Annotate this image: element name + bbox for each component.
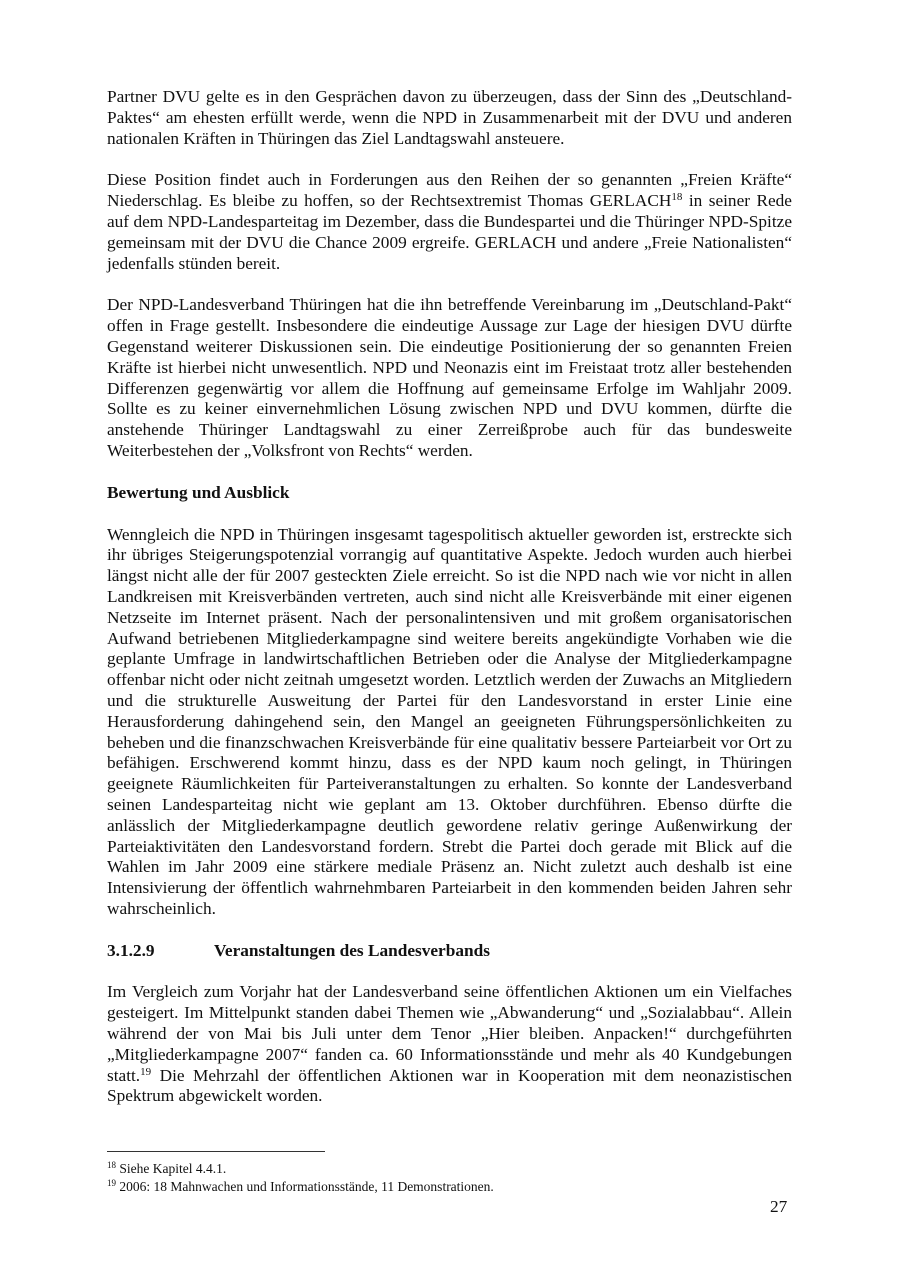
paragraph-freie-kraefte-part1: Diese Position findet auch in Forderungen aus den Reihen der so genannten „Freien Kräfte“ Niederschlag. Es bleibe zu hoffen, so der Rechtsextremist Thomas GERLACH (107, 170, 792, 211)
footnote-separator (107, 1151, 325, 1152)
footnote-ref-19[interactable]: 19 (140, 1065, 152, 1078)
heading-bewertung: Bewertung und Ausblick (107, 482, 290, 502)
paragraph-landesverband: Der NPD-Landesverband Thüringen hat die ihn betreffende Vereinbarung im „Deutschland-Pakt“ offen in Frage gestellt. Insbesondere die eindeutige Aussage zur Lage der hiesigen DVU dürfte Gegenstand weiterer Diskussionen sein. Die eindeutige Positionierung der so genannten Freien Kräfte ist hierbei nicht unwesentlich. NPD und Neonazis eint im Freistaat trotz aller bestehenden Differenzen gegenwärtig vor allem die Hoffnung auf gemeinsame Erfolge im Wahljahr 2009. Sollte es zu keiner einvernehmlichen Lösung zwischen NPD und DVU kommen, dürfte die anstehende Thüringer Landtagswahl zu einer Zerreißprobe auch für das bundesweite Weiterbestehen der „Volksfront von Rechts“ werden. (107, 295, 792, 460)
footnote-ref-18[interactable]: 18 (671, 191, 683, 204)
paragraph-freie-kraefte-part2: in seiner Rede auf dem NPD-Landesparteitag im Dezember, dass die Bundespartei und die Thüringer NPD-Spitze gemeinsam mit der DVU die Chance 2009 ergreife. GERLACH und andere „Freie Nationalisten“ jedenfalls stünden bereit. (107, 191, 792, 273)
section-heading (107, 941, 792, 962)
paragraph-deutschland-pakt: Partner DVU gelte es in den Gesprächen davon zu überzeugen, dass der Sinn des „Deutschland-Paktes“ am ehesten erfüllt werde, wenn die NPD in Zusammenarbeit mit der DVU und anderen nationalen Kräften in Thüringen das Ziel Landtagswahl ansteuere. (107, 87, 792, 148)
paragraph-bewertung: Wenngleich die NPD in Thüringen insgesamt tagespolitisch aktueller geworden ist, erstreckte sich ihr übriges Steigerungspotenzial vorrangig auf quantitative Aspekte. Jedoch wurden auch hierbei längst nicht alle der für 2007 gesteckten Ziele erreicht. So ist die NPD nach wie vor nicht in allen Landkreisen mit Kreisverbänden vertreten, auch sind nicht alle Kreisverbände mit einer eigenen Netzseite im Internet präsent. Nach der personalintensiven und mit großem organisatorischen Aufwand betriebenen Mitgliederkampagne sind weitere bereits angekündigte Vorhaben wie die geplante Umfrage in landwirtschaftlichen Betrieben oder die Analyse der Mitgliederkampagne offenbar nicht oder nicht zeitnah umgesetzt worden. Letztlich werden der Zuwachs an Mitgliedern und die strukturelle Ausweitung der Partei für den Landesvorstand in erster Linie eine Herausforderung dahingehend sein, den Mangel an geeigneten Führungspersönlichkeiten zu beheben und die finanzschwachen Kreisverbände für eine qualitativ bessere Parteiarbeit vor Ort zu befähigen. Erschwerend kommt hinzu, dass es der NPD kaum noch gelingt, in Thüringen geeignete Räumlichkeiten für Parteiveranstaltungen zu erhalten. So konnte der Landesverband seinen Landesparteitag nicht wie geplant am 13. Oktober durchführen. Ebenso dürfte die anlässlich der Mitgliederkampagne deutlich gewordene relativ geringe Außenwirkung der Parteiaktivitäten den Landesvorstand fordern. Strebt die Partei doch gerade mit Blick auf die Wahlen im Jahr 2009 eine stärkere mediale Präsenz an. Nicht zuletzt auch deshalb ist eine Intensivierung der öffentlich wahrnehmbaren Parteiarbeit in den kommenden beiden Jahren sehr wahrscheinlich. (107, 524, 792, 918)
page-body (107, 87, 792, 1107)
footnote-19 (107, 1178, 494, 1195)
footnote-18-text: Siehe Kapitel 4.4.1. (116, 1161, 227, 1176)
footnote-19-text: 2006: 18 Mahnwachen und Informationsstände, 11 Demonstrationen. (116, 1179, 494, 1194)
paragraph-veranstaltungen-part2: Die Mehrzahl der öffentlichen Aktionen war in Kooperation mit dem neonazistischen Spektrum abgewickelt worden. (107, 1065, 792, 1106)
paragraph-freie-kraefte (107, 170, 792, 274)
section-number: 3.1.2.9 (107, 940, 155, 960)
paragraph-veranstaltungen (107, 982, 792, 1107)
section-title: Veranstaltungen des Landesverbands (214, 940, 490, 960)
footnote-18-marker: 18 (107, 1160, 116, 1170)
paragraph-veranstaltungen-part1: Im Vergleich zum Vorjahr hat der Landesverband seine öffentlichen Aktionen um ein Vielfaches gesteigert. Im Mittelpunkt standen dabei Themen wie „Abwanderung“ und „Sozialabbau“. Allein während der von Mai bis Juli unter dem Tenor „Hier bleiben. Anpacken!“ durchgeführten „Mitgliederkampagne 2007“ fanden ca. 60 Informationsstände und mehr als 40 Kundgebungen statt. (107, 982, 792, 1085)
footnote-19-marker: 19 (107, 1178, 116, 1188)
page-number: 27 (770, 1197, 788, 1216)
footnote-18 (107, 1160, 226, 1177)
